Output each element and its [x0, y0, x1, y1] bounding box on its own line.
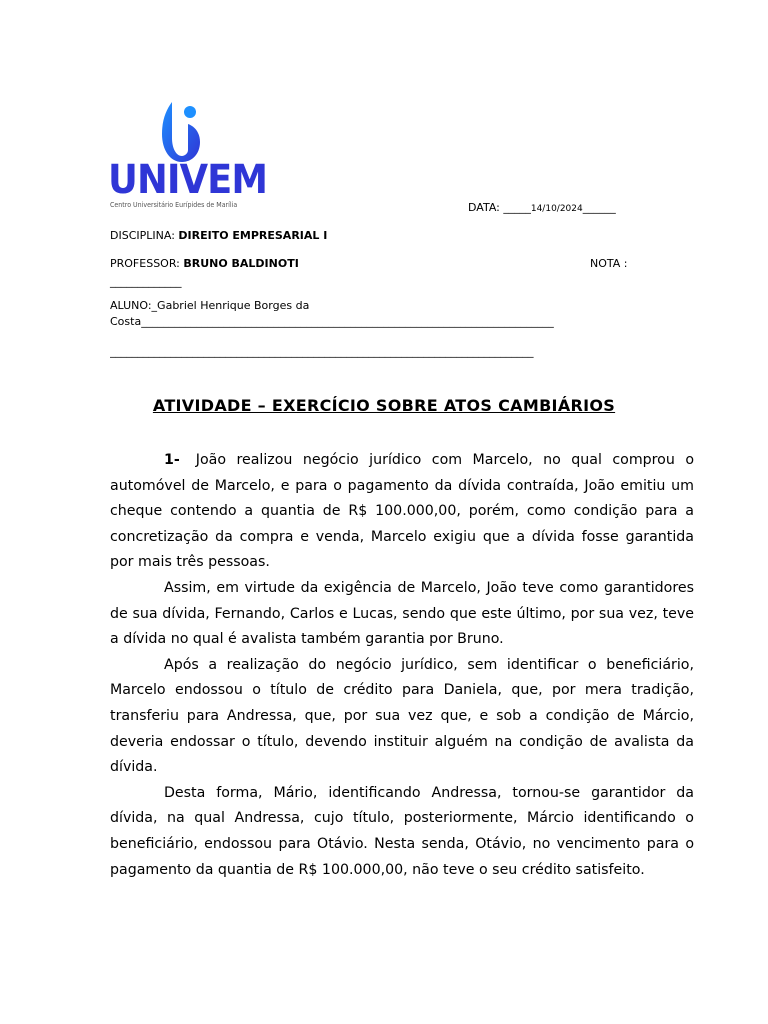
univem-logo-tagline: Centro Universitário Eurípides de Marília: [110, 201, 238, 209]
date-value: 14/10/2024: [530, 204, 583, 214]
professor-value: BRUNO BALDINOTI: [183, 257, 299, 270]
question-number: 1-: [164, 452, 180, 468]
univem-logo-wordmark: UNIVEM: [108, 157, 268, 203]
professor-label: PROFESSOR:: [110, 257, 184, 270]
date-trail: ______: [582, 201, 616, 214]
page-title: ATIVIDADE – EXERCÍCIO SOBRE ATOS CAMBIÁRIOS: [152, 396, 616, 415]
question-paragraph: Após a realização do negócio jurídico, sem identificar o beneficiário, Marcelo endossou o título de crédito para Daniela, que, por mera tradição, transferiu para Andressa, que, por sua vez que, e sob a condição de Márcio, deveria endossar o título, devendo instituir alguém na condição de avalista da dívida.: [110, 656, 694, 776]
univem-logo-mark-icon: [158, 100, 203, 164]
grade-line: _____________: [110, 275, 182, 288]
date-field: [468, 201, 616, 216]
question-paragraph: [110, 448, 694, 576]
grade-label: NOTA :: [590, 257, 628, 270]
question-paragraph: Assim, em virtude da exigência de Marcelo, João teve como garantidores de sua dívida, Fernando, Carlos e Lucas, sendo que este último, por sua vez, teve a dívida no qual é avalista também garantia por Bruno.: [110, 579, 694, 648]
student-field-line1: ALUNO:_Gabriel Henrique Borges da: [110, 299, 310, 312]
date-label: DATA: _____: [468, 201, 531, 214]
student-field-line2: Costa___________________________________________________________________________: [110, 315, 554, 328]
question-paragraph-text: João realizou negócio jurídico com Marcelo, no qual comprou o automóvel de Marcelo, e para o pagamento da dívida contraída, João emitiu um cheque contendo a quantia de R$ 100.000,00, porém, como condição para a concretização da compra e venda, Marcelo exigiu que a dívida fosse garantida por mais três pessoas.: [110, 452, 694, 571]
question-paragraph: Desta forma, Mário, identificando Andressa, tornou-se garantidor da dívida, na qual Andressa, cujo título, posteriormente, Márcio identificando o beneficiário, endossou para Otávio. Nesta senda, Otávio, no vencimento para o pagamento da quantia de R$ 100.000,00, não teve o seu crédito satisfeito.: [110, 784, 694, 878]
discipline-field: [110, 229, 327, 243]
professor-field: [110, 257, 299, 271]
question-body: [110, 448, 694, 883]
separator-line: _____________________________________________________________________________: [110, 345, 534, 358]
discipline-value: DIREITO EMPRESARIAL I: [178, 229, 328, 242]
discipline-label: DISCIPLINA:: [110, 229, 179, 242]
univem-logo: [108, 100, 268, 212]
